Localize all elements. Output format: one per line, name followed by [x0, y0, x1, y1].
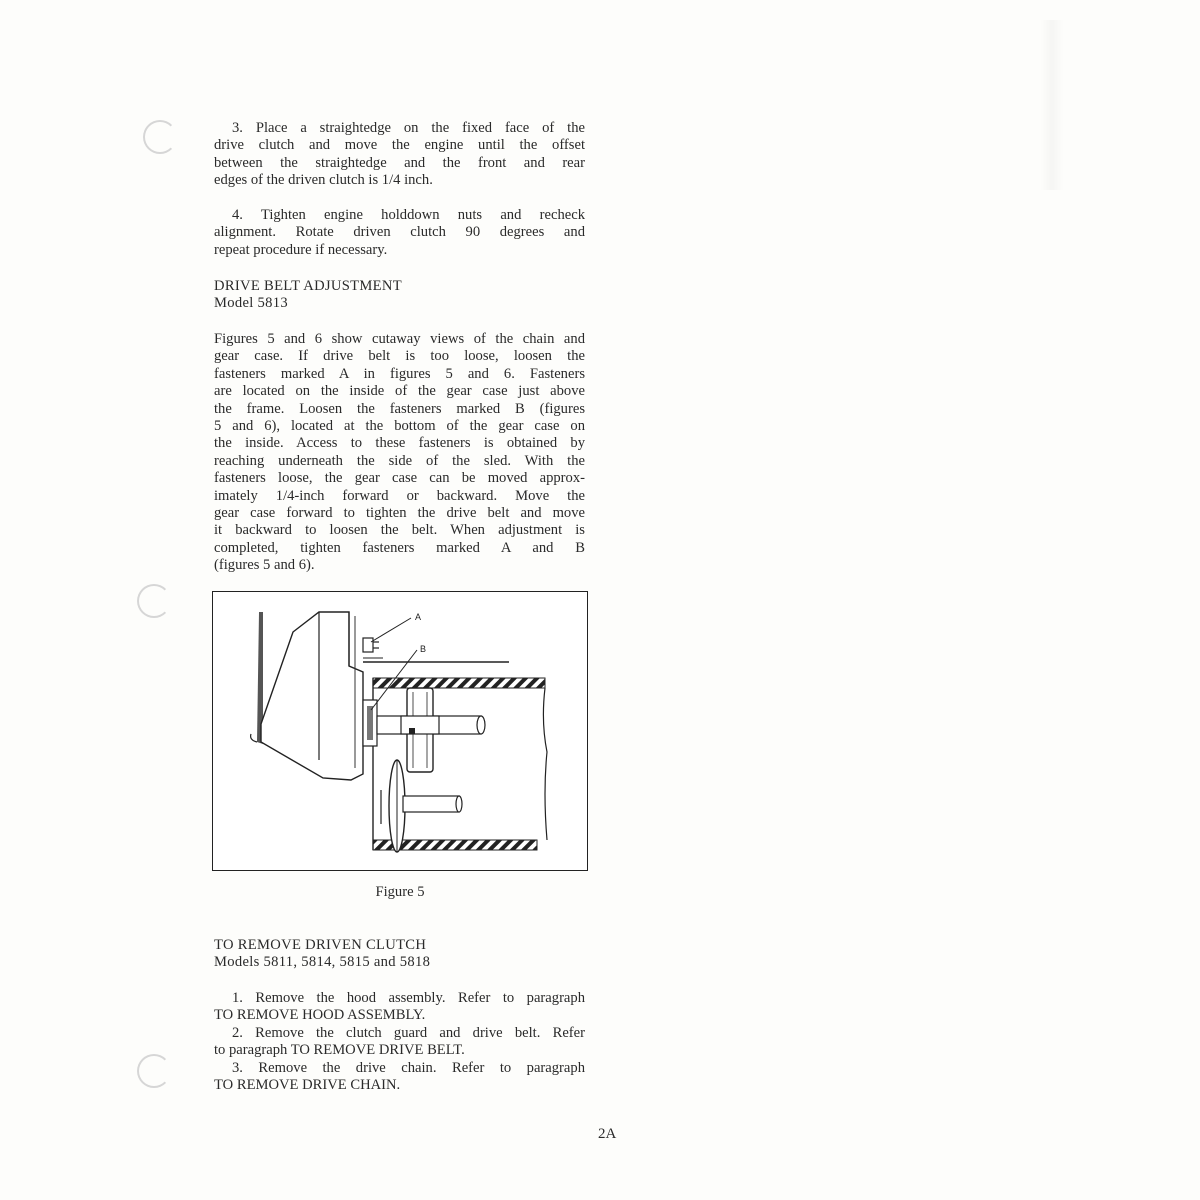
text-line: fasteners marked A in figures 5 and 6. Fasteners — [214, 365, 585, 382]
text-line: to paragraph TO REMOVE DRIVE BELT. — [214, 1042, 465, 1059]
drive-belt-adjustment-heading — [214, 278, 585, 312]
text-line: it backward to loosen the belt. When adjustment is — [214, 522, 585, 539]
text-line: 1. Remove the hood assembly. Refer to paragraph — [232, 990, 585, 1006]
text-line: 3. Remove the drive chain. Refer to paragraph — [232, 1059, 585, 1076]
text-line: gear case. If drive belt is too loose, loosen the — [214, 348, 585, 365]
text-line: completed, tighten fasteners marked A and B — [214, 539, 585, 556]
text-line: alignment. Rotate driven clutch 90 degrees and — [214, 224, 585, 241]
label-a: A — [415, 612, 422, 622]
page-edge-shadow — [1040, 20, 1064, 190]
text-line: reaching underneath the side of the sled. With the — [214, 452, 585, 469]
text-line: the inside. Access to these fasteners is obtained by — [214, 435, 585, 452]
figure-5-gear-case-diagram — [212, 591, 588, 871]
binder-hole-middle — [137, 584, 171, 618]
text-line: drive clutch and move the engine until the offset — [214, 137, 585, 154]
text-line: 5 and 6), located at the bottom of the gear case on — [214, 418, 585, 435]
text-line: TO REMOVE HOOD ASSEMBLY. — [214, 1007, 426, 1024]
text-line: Figures 5 and 6 show cutaway views of the chain and — [214, 331, 585, 347]
text-line: 2. Remove the clutch guard and drive belt. Refer — [232, 1024, 585, 1041]
section-title: TO REMOVE DRIVEN CLUTCH — [214, 937, 427, 953]
label-b: B — [420, 644, 427, 654]
text-line: TO REMOVE DRIVE CHAIN. — [214, 1077, 401, 1094]
text-line: 3. Place a straightedge on the fixed face of the — [232, 120, 585, 136]
text-line: gear case forward to tighten the drive belt and move — [214, 505, 585, 522]
section-models: Model 5813 — [214, 295, 288, 311]
step-3-paragraph — [214, 120, 585, 190]
text-line: imately 1/4-inch forward or backward. Move the — [214, 487, 585, 504]
remove-driven-clutch-heading — [214, 937, 585, 971]
remove-driven-clutch-steps — [214, 990, 585, 1094]
text-line: between the straightedge and the front and rear — [214, 154, 585, 171]
figure-caption: Figure 5 — [375, 884, 425, 900]
text-line: repeat procedure if necessary. — [214, 241, 388, 258]
text-line: are located on the inside of the gear case just above — [214, 383, 585, 400]
section-models: Models 5811, 5814, 5815 and 5818 — [214, 954, 431, 970]
text-line: fasteners loose, the gear case can be moved approx- — [214, 470, 585, 487]
binder-hole-top — [143, 120, 177, 154]
binder-hole-bottom — [137, 1054, 171, 1088]
step-4-paragraph — [214, 207, 585, 259]
text-line: 4. Tighten engine holddown nuts and recheck — [232, 207, 585, 223]
text-line: edges of the driven clutch is 1/4 inch. — [214, 172, 433, 189]
text-line: the frame. Loosen the fasteners marked B (figures — [214, 400, 585, 417]
gear-case-drawing — [213, 592, 587, 870]
text-line: (figures 5 and 6). — [214, 557, 315, 574]
drive-belt-adjustment-body — [214, 331, 585, 575]
section-title: DRIVE BELT ADJUSTMENT — [214, 278, 402, 294]
page-number: 2A — [598, 1126, 617, 1142]
